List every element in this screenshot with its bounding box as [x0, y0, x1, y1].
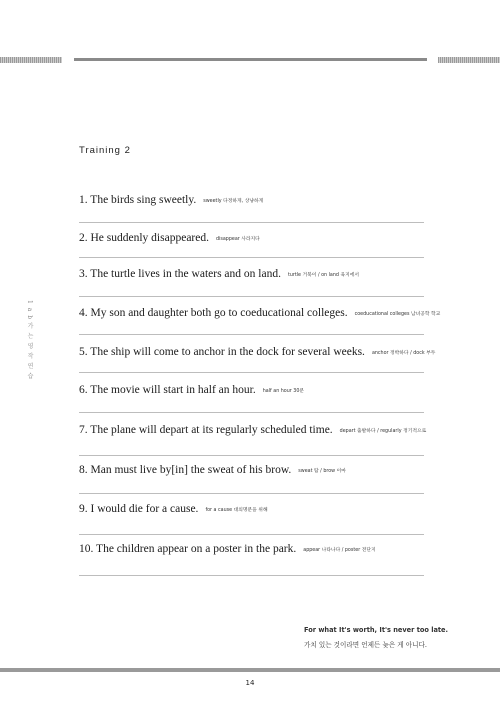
exercise-sentence: 9. I would die for a cause.	[79, 503, 199, 515]
exercise-item	[79, 499, 424, 517]
answer-line[interactable]	[79, 257, 424, 258]
exercise-sentence: 2. He suddenly disappeared.	[79, 232, 209, 244]
exercise-sentence: 5. The ship will come to anchor in the dock for several weeks.	[79, 346, 365, 358]
exercise-item	[79, 380, 424, 398]
vocab-hint: anchor 정박하다 / dock 부두	[371, 351, 436, 356]
vocab-hint: half an hour 30분	[262, 389, 305, 394]
exercise-sentence: 4. My son and daughter both go to coeducational colleges.	[79, 307, 348, 319]
header-bar-left	[0, 57, 62, 63]
answer-line[interactable]	[79, 493, 424, 494]
section-title: Training 2	[79, 145, 131, 156]
vocab-hint: disappear 사라지다	[215, 237, 260, 242]
answer-line[interactable]	[79, 575, 424, 576]
vocab-hint: turtle 거북이 / on land 육지에서	[287, 273, 360, 278]
exercise-item	[79, 303, 441, 321]
answer-line[interactable]	[79, 334, 424, 335]
exercise-item	[79, 342, 436, 360]
exercise-item	[79, 420, 427, 438]
answer-line[interactable]	[79, 372, 424, 373]
exercise-item	[79, 228, 424, 246]
exercise-item	[79, 190, 424, 208]
exercise-item	[79, 264, 424, 282]
answer-line[interactable]	[79, 412, 424, 413]
answer-line[interactable]	[79, 296, 424, 297]
answer-line[interactable]	[79, 534, 424, 535]
side-vertical-text: 1 a b 가 는 영 작 연 습	[26, 300, 33, 380]
answer-line[interactable]	[79, 455, 424, 456]
quote-korean: 가치 있는 것이라면 언제든 늦은 게 아니다.	[304, 641, 427, 649]
exercise-sentence: 3. The turtle lives in the waters and on land.	[79, 268, 281, 280]
exercise-sentence: 7. The plane will depart at its regularly scheduled time.	[79, 424, 333, 436]
exercise-sentence: 8. Man must live by[in] the sweat of his brow.	[79, 464, 292, 476]
footer-bar	[0, 668, 500, 672]
header-bar-right	[438, 57, 500, 63]
vocab-hint: appear 나타나다 / poster 전단지	[303, 548, 376, 553]
exercise-item	[79, 460, 424, 478]
exercise-sentence: 10. The children appear on a poster in the park.	[79, 543, 297, 555]
exercise-sentence: 1. The birds sing sweetly.	[79, 194, 197, 206]
exercise-item	[79, 539, 424, 557]
page-number: 14	[245, 679, 255, 687]
vocab-hint: for a cause 대의명분을 위해	[205, 508, 268, 513]
answer-line[interactable]	[79, 222, 424, 223]
vocab-hint: coeducational colleges 남녀공학 학교	[354, 312, 441, 317]
vocab-hint: depart 출발하다 / regularly 정기적으로	[339, 429, 427, 434]
quote-english: For what It's worth, It's never too late.	[304, 626, 449, 634]
exercise-sentence: 6. The movie will start in half an hour.	[79, 384, 256, 396]
vocab-hint: sweetly 다정하게, 상냥하게	[203, 199, 264, 204]
vocab-hint: sweat 땀 / brow 이마	[298, 469, 346, 474]
header-rule	[74, 58, 427, 61]
